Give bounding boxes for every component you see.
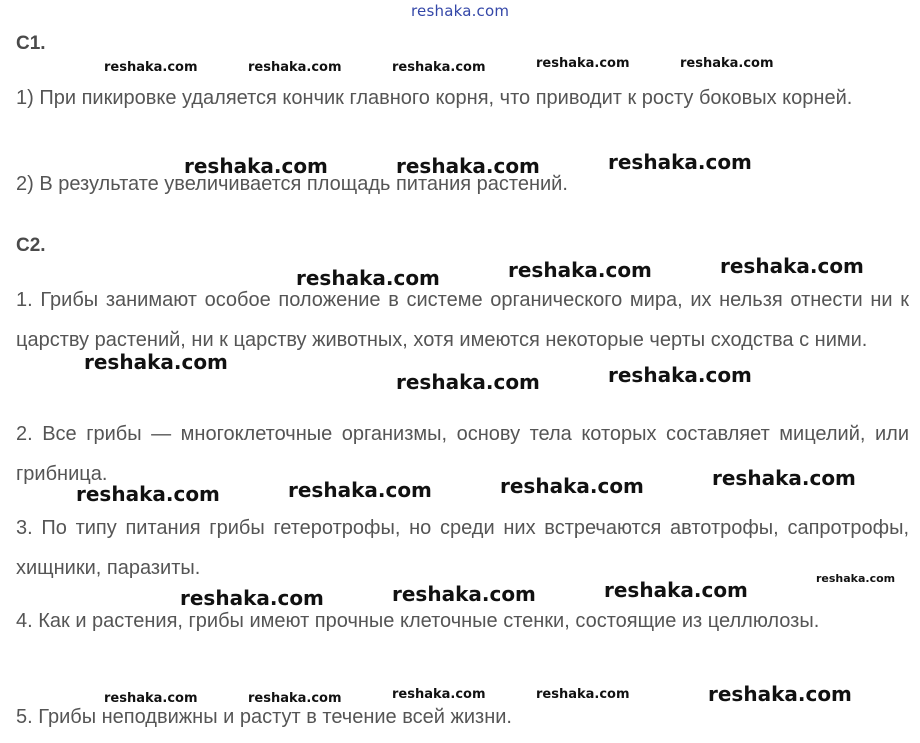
- watermark: reshaka.com: [392, 582, 536, 606]
- c2-paragraph-5: 5. Грибы неподвижны и растут в течение всей жизни.: [16, 706, 512, 728]
- watermark: reshaka.com: [76, 482, 220, 506]
- watermark: reshaka.com: [396, 154, 540, 178]
- watermark: reshaka.com: [608, 150, 752, 174]
- watermark: reshaka.com: [604, 578, 748, 602]
- watermark: reshaka.com: [816, 572, 896, 585]
- watermark: reshaka.com: [396, 370, 540, 394]
- watermark: reshaka.com: [84, 350, 228, 374]
- watermark: reshaka.com: [712, 466, 856, 490]
- c2-paragraph-3: 3. По типу питания грибы гетеротрофы, но среди них встречаются автотрофы, сапротрофы, хищники, паразиты.: [16, 517, 909, 579]
- watermark: reshaka.com: [536, 56, 630, 71]
- c1-paragraph-2: 2) В результате увеличивается площадь питания растений.: [16, 173, 568, 195]
- watermark: reshaka.com: [288, 478, 432, 502]
- header-watermark: reshaka.com: [411, 2, 510, 20]
- c2-paragraph-1: 1. Грибы занимают особое положение в системе органического мира, их нельзя отнести ни к царству растений, ни к царству животных, хотя имеются некоторые черты сходства с ними.: [16, 289, 909, 351]
- watermark: reshaka.com: [680, 56, 774, 71]
- watermark: reshaka.com: [248, 60, 342, 75]
- watermark: reshaka.com: [720, 254, 864, 278]
- watermark: reshaka.com: [500, 474, 644, 498]
- watermark: reshaka.com: [104, 60, 198, 75]
- watermark: reshaka.com: [248, 691, 342, 706]
- watermark: reshaka.com: [104, 691, 198, 706]
- section-title-c2: С2.: [16, 235, 46, 256]
- watermark: reshaka.com: [708, 682, 852, 706]
- c2-paragraph-2: 2. Все грибы — многоклеточные организмы, основу тела которых составляет мицелий, или грибница.: [16, 423, 909, 485]
- watermark: reshaka.com: [392, 687, 486, 702]
- watermark: reshaka.com: [536, 687, 630, 702]
- section-title-c1: С1.: [16, 33, 46, 54]
- c1-paragraph-1: 1) При пикировке удаляется кончик главного корня, что приводит к росту боковых корней.: [16, 87, 853, 109]
- watermark: reshaka.com: [184, 154, 328, 178]
- watermark: reshaka.com: [508, 258, 652, 282]
- c2-paragraph-4: 4. Как и растения, грибы имеют прочные клеточные стенки, состоящие из целлюлозы.: [16, 610, 820, 632]
- watermark: reshaka.com: [180, 586, 324, 610]
- watermark: reshaka.com: [392, 60, 486, 75]
- watermark: reshaka.com: [608, 363, 752, 387]
- watermark: reshaka.com: [296, 266, 440, 290]
